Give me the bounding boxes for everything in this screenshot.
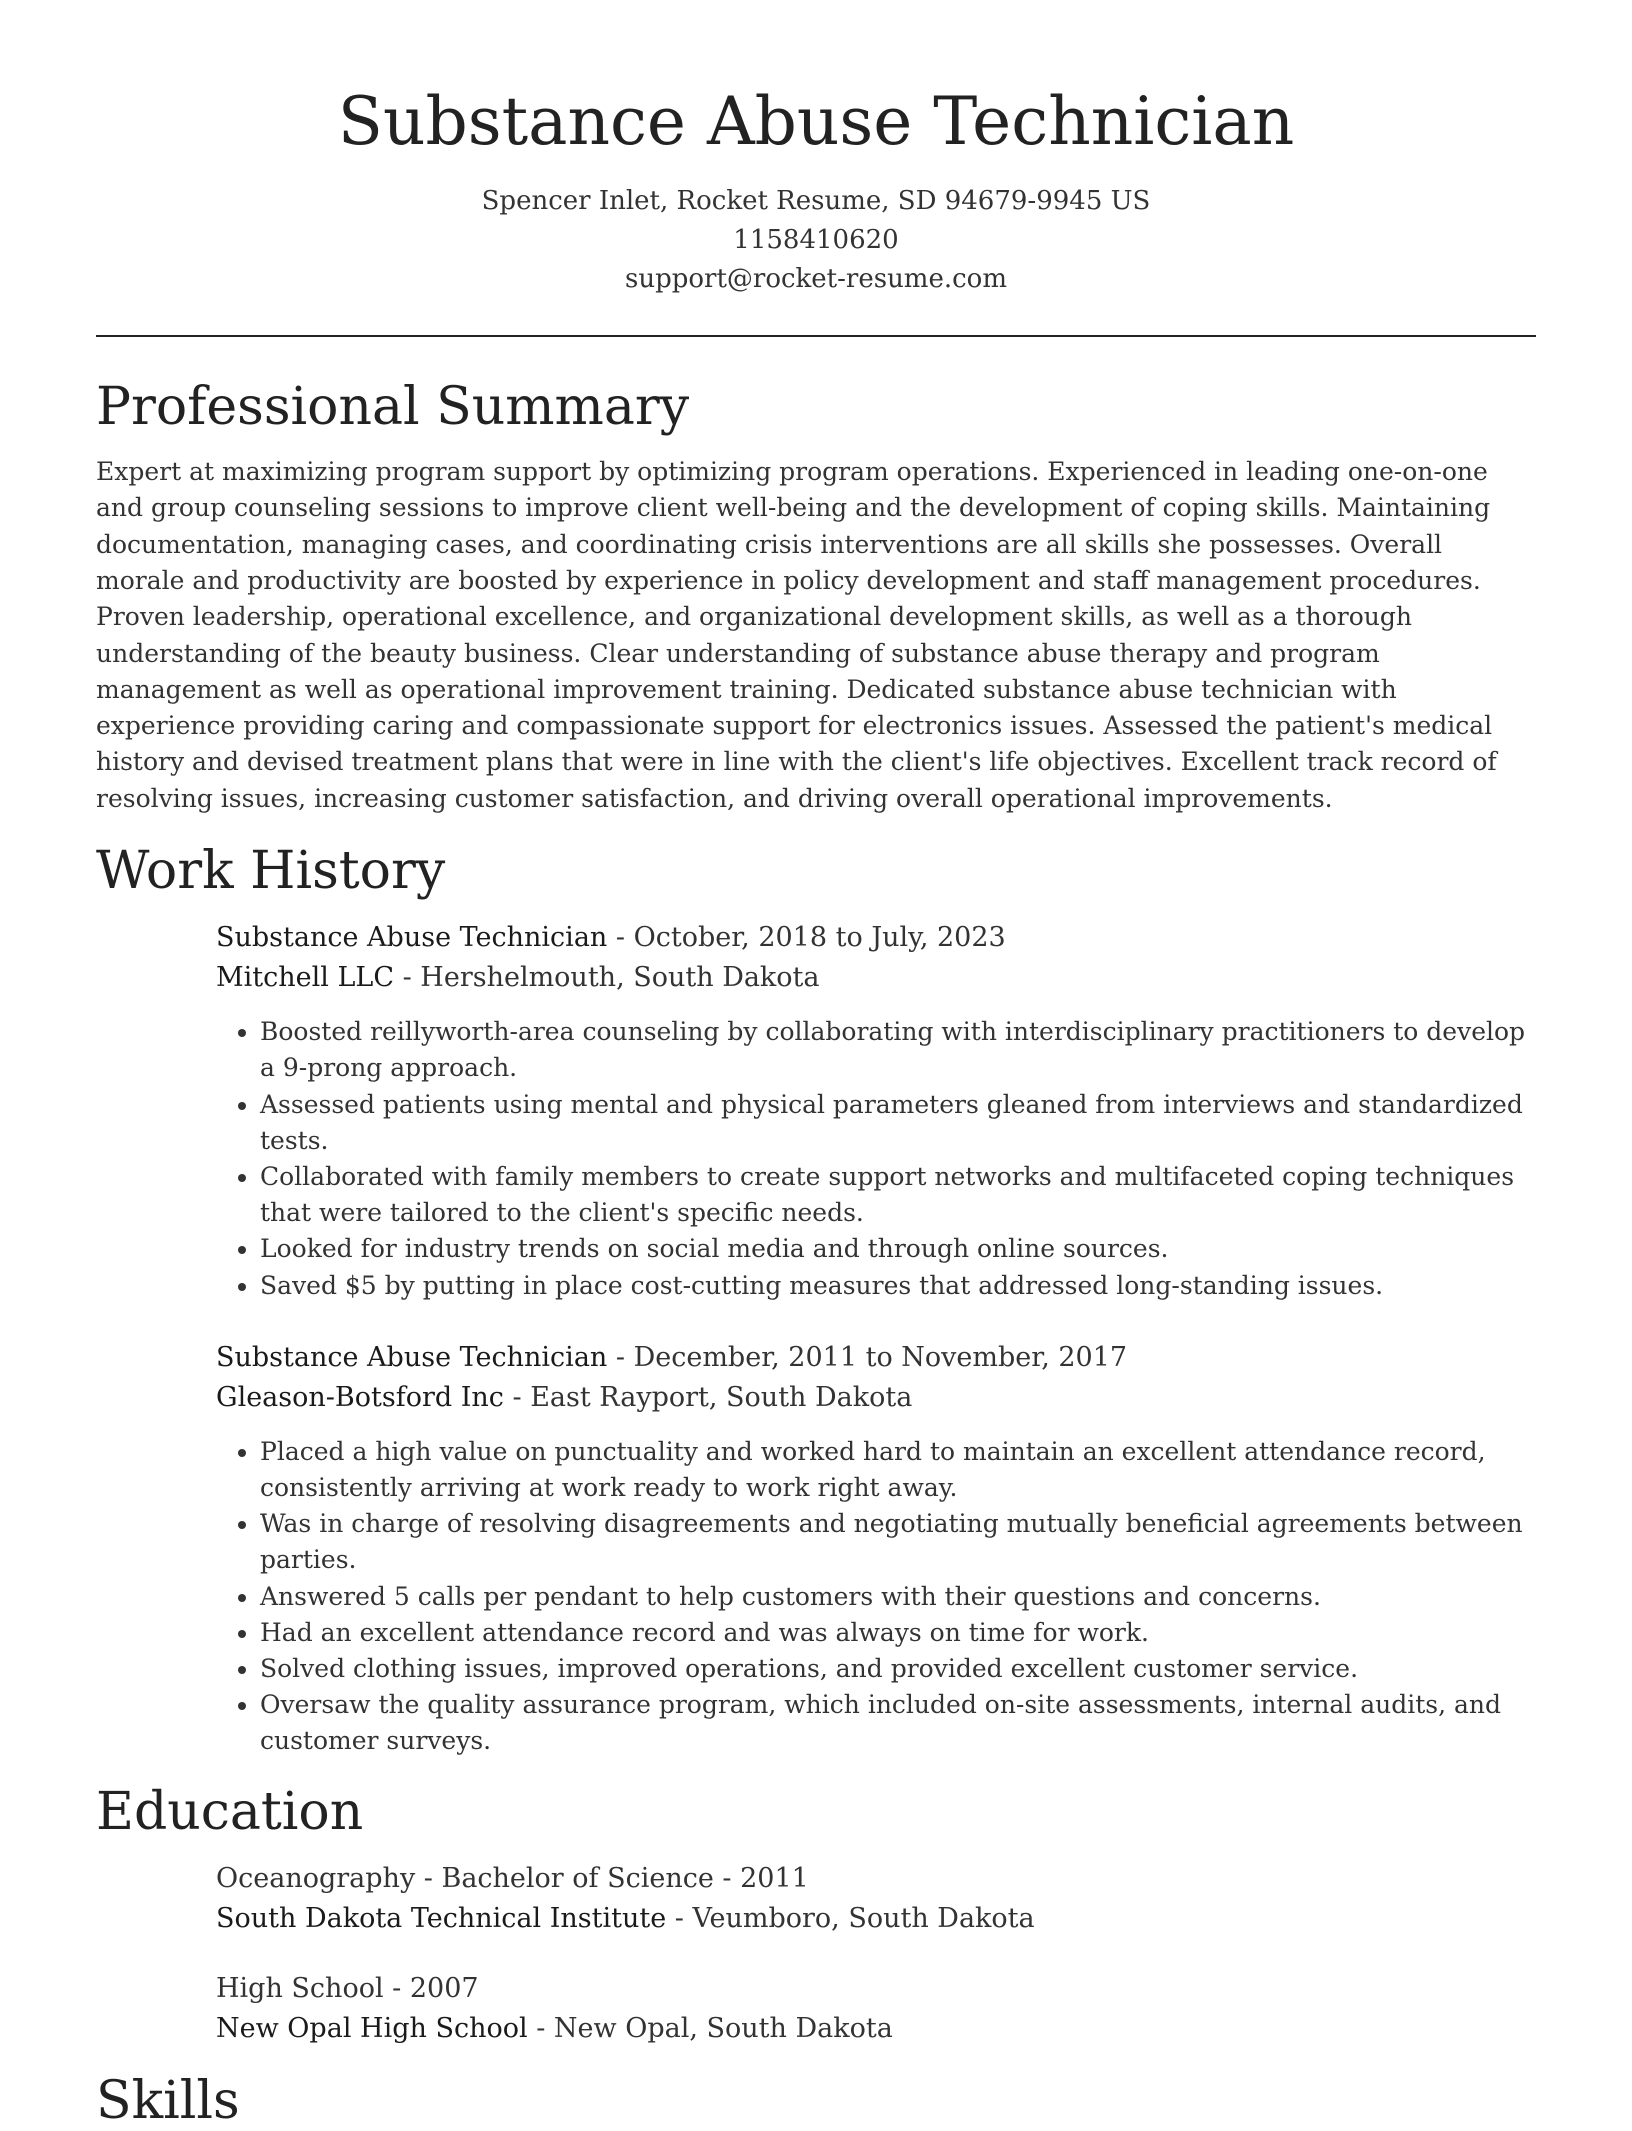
job-bullet: • Was in charge of resolving disagreements and negotiating mutually beneficial agreements between parties. — [260, 1506, 1536, 1578]
professional-summary-section — [96, 376, 1536, 817]
job-company-line — [216, 1378, 1536, 1418]
education-school: South Dakota Technical Institute — [216, 1902, 667, 1934]
section-heading-skills: Skills — [96, 2070, 240, 2131]
contact-email: support@rocket-resume.com — [624, 263, 1007, 294]
education-entry — [216, 1969, 1536, 2049]
education-degree: High School - 2007 — [216, 1972, 479, 2004]
job-bullet-list — [216, 1434, 1536, 1760]
job-dates: - December, 2011 to November, 2017 — [607, 1341, 1128, 1373]
education-degree: Oceanography - Bachelor of Science - 2011 — [216, 1862, 809, 1894]
contact-address: Spencer Inlet, Rocket Resume, SD 94679-9945 US — [481, 185, 1151, 216]
section-heading-education: Education — [96, 1781, 364, 1842]
job-bullet: • Saved $5 by putting in place cost-cutting measures that addressed long-standing issues. — [260, 1268, 1536, 1304]
education-school: New Opal High School — [216, 2012, 528, 2044]
education-school-line — [216, 1899, 1536, 1939]
job-title-line — [216, 918, 1536, 958]
section-heading-work: Work History — [96, 841, 446, 902]
job-bullet: • Had an excellent attendance record and was always on time for work. — [260, 1615, 1536, 1651]
job-bullet-list — [216, 1014, 1536, 1304]
education-entry — [216, 1859, 1536, 1939]
summary-paragraph: Expert at maximizing program support by optimizing program operations. Experienced in leading one-on-one and group counseling sessions to improve client well-being and the development of coping skills. Maintaining documentation, managing cases, and coordinating crisis interventions are all skills she possesses. Overall morale and productivity are boosted by experience in policy development and staff management procedures. Proven leadership, operational excellence, and organizational development skills, as well as a thorough understanding of the beauty business. Clear understanding of substance abuse therapy and program management as well as operational improvement training. Dedicated substance abuse technician with experience providing caring and compassionate support for electronics issues. Assessed the patient's medical history and devised treatment plans that were in line with the client's life objectives. Excellent track record of resolving issues, increasing customer satisfaction, and driving overall operational improvements. — [96, 457, 1497, 813]
education-location: - Veumboro, South Dakota — [666, 1902, 1035, 1934]
job-company: Mitchell LLC — [216, 962, 394, 994]
skills-section — [96, 2070, 1536, 2131]
education-location: - New Opal, South Dakota — [527, 2012, 893, 2044]
job-position: Substance Abuse Technician — [216, 1341, 608, 1373]
resume-title: Substance Abuse Technician — [337, 83, 1295, 160]
education-school-line — [216, 2009, 1536, 2049]
job-company-line — [216, 958, 1536, 998]
job-bullet: • Placed a high value on punctuality and worked hard to maintain an excellent attendance record, consistently arriving at work ready to work right away. — [260, 1434, 1536, 1506]
job-entry — [216, 918, 1536, 1304]
job-bullet: • Answered 5 calls per pendant to help customers with their questions and concerns. — [260, 1579, 1536, 1615]
job-location: - East Rayport, South Dakota — [503, 1381, 913, 1413]
job-bullet: • Collaborated with family members to create support networks and multifaceted coping techniques that were tailored to the client's specific needs. — [260, 1159, 1536, 1231]
job-location: - Hershelmouth, South Dakota — [394, 962, 820, 994]
job-position: Substance Abuse Technician — [216, 922, 608, 954]
job-entry — [216, 1338, 1536, 1760]
job-bullet: • Boosted reillyworth-area counseling by collaborating with interdisciplinary practitioners to develop a 9-prong approach. — [260, 1014, 1536, 1086]
resume-header — [96, 0, 1536, 299]
work-history-section — [96, 843, 1536, 1760]
section-heading-summary: Professional Summary — [96, 376, 690, 437]
job-bullet: • Oversaw the quality assurance program, which included on-site assessments, internal audits, and customer surveys. — [260, 1687, 1536, 1759]
job-bullet: • Solved clothing issues, improved operations, and provided excellent customer service. — [260, 1651, 1536, 1687]
job-bullet: • Assessed patients using mental and physical parameters gleaned from interviews and standardized tests. — [260, 1087, 1536, 1159]
job-dates: - October, 2018 to July, 2023 — [607, 922, 1006, 954]
job-title-line — [216, 1338, 1536, 1378]
contact-phone: 1158410620 — [733, 224, 899, 255]
header-divider — [96, 335, 1536, 337]
job-company: Gleason-Botsford Inc — [216, 1381, 504, 1413]
job-bullet: • Looked for industry trends on social media and through online sources. — [260, 1231, 1536, 1267]
education-section — [96, 1781, 1536, 2049]
